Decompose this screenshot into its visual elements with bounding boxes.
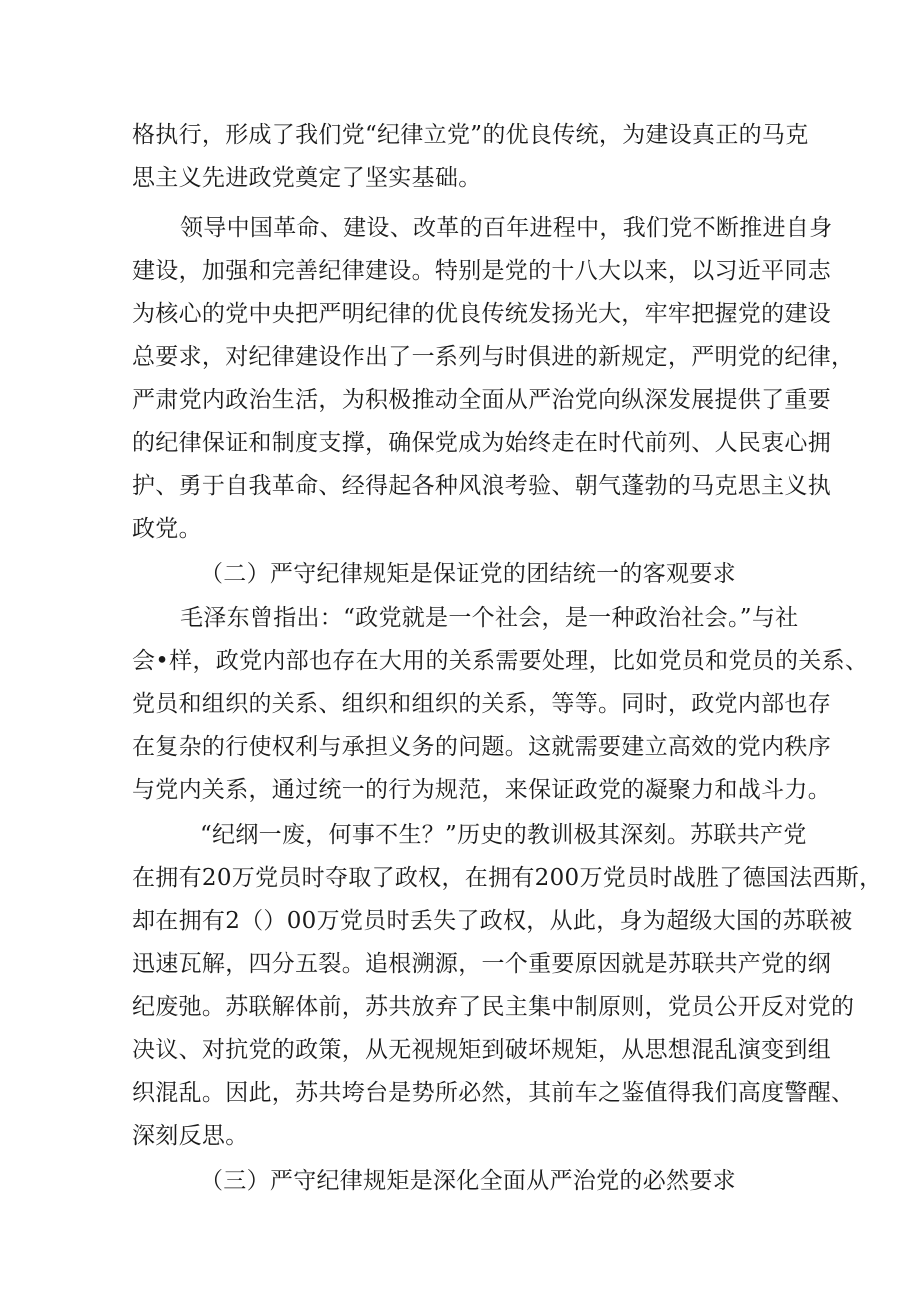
text-line: 织混乱。因此，苏共垮台是势所必然，其前车之鉴值得我们高度警醒、 xyxy=(132,1080,855,1106)
text-line: 政党。 xyxy=(132,516,202,542)
section-heading-3: （三）严守纪律规矩是深化全面从严治党的必然要求 xyxy=(200,1168,736,1194)
text-line: 护、勇于自我革命、经得起各种风浪考验、朝气蓬勃的马克思主义执 xyxy=(132,473,831,499)
text-line: 严肃党内政治生活，为积极推动全面从严治党向纵深发展提供了重要 xyxy=(132,387,831,413)
text-line: 决议、对抗党的政策，从无视规矩到破坏规矩，从思想混乱演变到组 xyxy=(132,1037,831,1063)
text-line: 会•样，政党内部也存在大用的关系需要处理，比如党员和党员的关系、 xyxy=(132,648,869,674)
section-heading-2: （二）严守纪律规矩是保证党的团结统一的客观要求 xyxy=(200,561,736,587)
text-line: 迅速瓦解，四分五裂。追根溯源，一个重要原因就是苏联共产党的纲 xyxy=(132,951,831,977)
text-line: 为核心的党中央把严明纪律的优良传统发扬光大，牢牢把握党的建设 xyxy=(132,301,831,327)
text-line: 总要求，对纪律建设作出了一系列与时俱进的新规定，严明党的纪律， xyxy=(132,344,855,370)
text-line: 思主义先进政党奠定了坚实基础。 xyxy=(132,165,482,191)
text-line: 深刻反思。 xyxy=(132,1123,249,1149)
text-line: 党员和组织的关系、组织和组织的关系，等等。同时，政党内部也存 xyxy=(132,691,831,717)
text-line: 的纪律保证和制度支撑，确保党成为始终走在时代前列、人民衷心拥 xyxy=(132,430,831,456)
text-line: 在复杂的行使权利与承担义务的问题。这就需要建立高效的党内秩序 xyxy=(132,734,831,760)
paragraph-start-line: 领导中国革命、建设、改革的百年进程中，我们党不断推进自身 xyxy=(180,215,833,241)
text-line: 却在拥有2（）00万党员时丢失了政权，从此，身为超级大国的苏联被 xyxy=(132,908,853,934)
text-line: 纪废弛。苏联解体前，苏共放弃了民主集中制原则，党员公开反对党的 xyxy=(132,994,855,1020)
paragraph-start-line: 毛泽东曾指出：“政党就是一个社会，是一种政治社会。”与社 xyxy=(180,605,799,631)
paragraph-start-line: “纪纲一废，何事不生？”历史的教训极其深刻。苏联共产党 xyxy=(200,822,807,848)
text-line: 格执行，形成了我们党“纪律立党”的优良传统，为建设真正的马克 xyxy=(132,122,809,148)
text-line: 在拥有20万党员时夺取了政权，在拥有200万党员时战胜了德国法西斯， xyxy=(132,865,883,891)
text-line: 建设，加强和完善纪律建设。特别是党的十八大以来，以习近平同志 xyxy=(132,258,831,284)
text-line: 与党内关系，通过统一的行为规范，来保证政党的凝聚力和战斗力。 xyxy=(132,777,831,803)
